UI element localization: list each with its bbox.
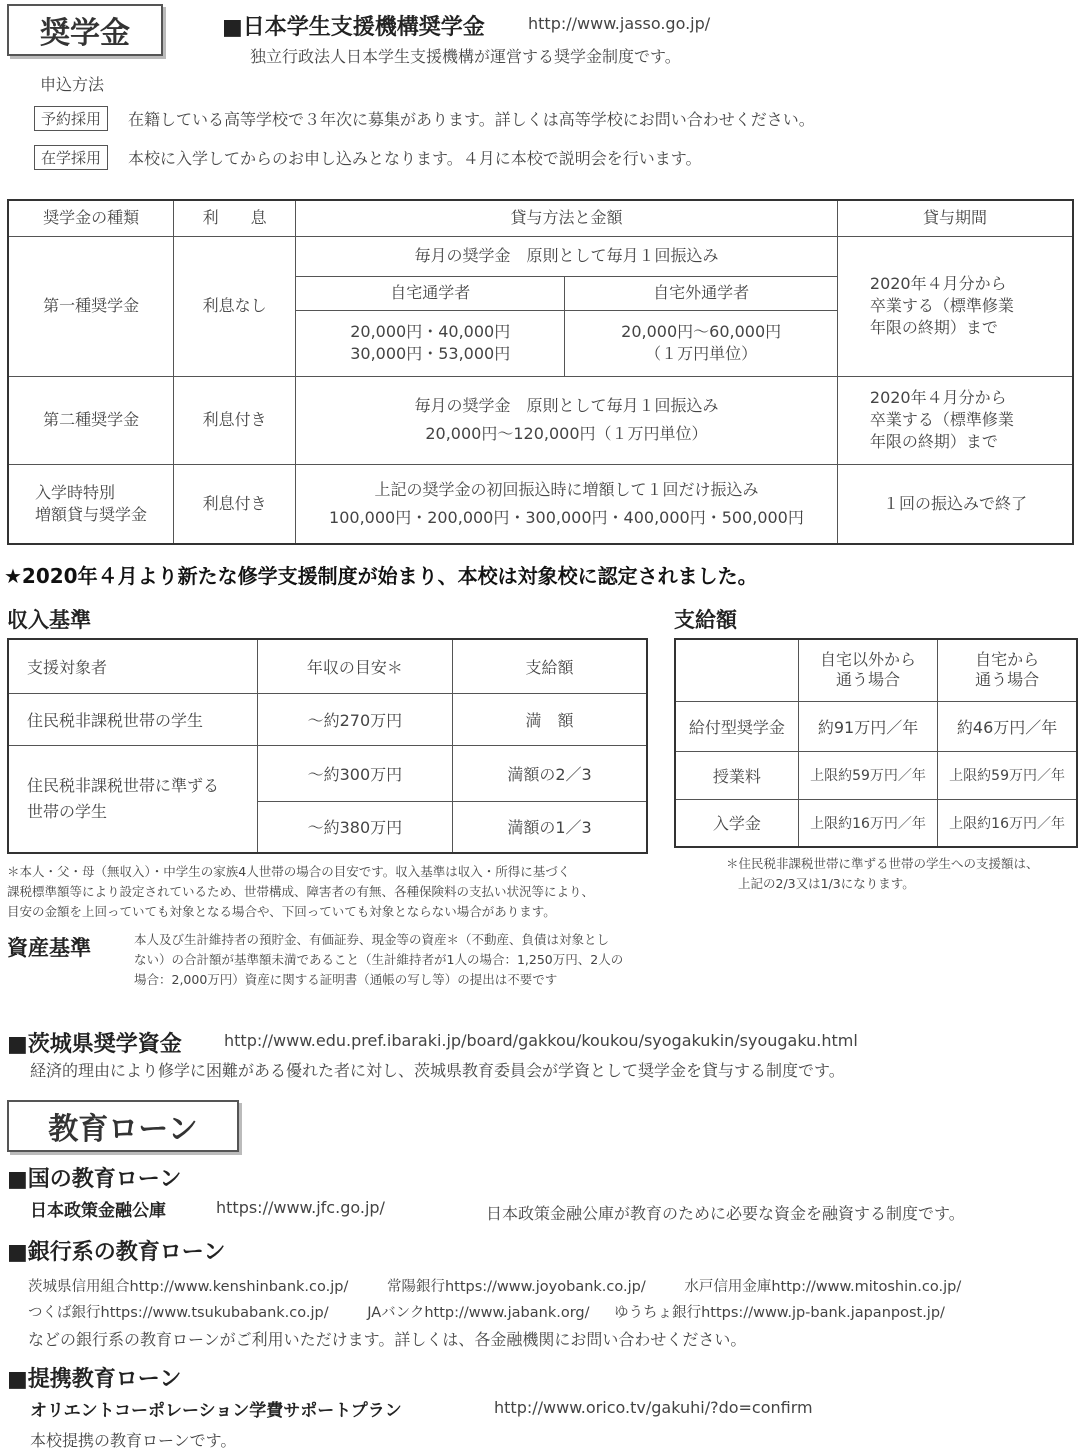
row1-interest: 利息なし [174,236,296,376]
jasso-url-link[interactable]: http://www.jasso.go.jp/ [528,14,711,33]
amount-line: 20,000円・40,000円 [350,322,511,341]
type-line: 増額貸与奨学金 [35,504,148,524]
partner-loan-heading: ■提携教育ローン [7,1367,182,1392]
header-line: 自宅以外から [820,650,917,670]
row1-period-line: 年限の終期）まで [869,318,998,337]
target-line: 世帯の学生 [27,801,108,821]
national-loan-heading: ■国の教育ローン [7,1167,182,1192]
national-loan-row: 日本政策金融公庫 [30,1201,166,1221]
table-row [8,464,1073,544]
row2-interest: 利息付き [174,376,296,464]
ibaraki-description: 経済的理由により修学に困難がある優れた者に対し、茨城県教育委員会が学資として奨学金を貸与する制度です。 [30,1061,845,1080]
footnote-line: 課税標準額等により設定されているため、世帯構成、障害者の有無、各種保険料の支払い状況等により、 [7,884,595,899]
table-row [675,799,1077,847]
asset-line: 本人及び生計維持者の預貯金、有価証券、現金等の資産＊（不動産、負債は対象とし [134,932,610,947]
method-line: 20,000円～120,000円（１万円単位） [425,424,708,443]
national-loan-description: 日本政策金融公庫が教育のために必要な資金を融資する制度です。 [486,1204,965,1223]
jasso-description: 独立行政法人日本学生支援機構が運営する奨学金制度です。 [250,47,681,66]
row2-period-line: 卒業する（標準修業 [869,410,1014,429]
bank-link[interactable]: 水戸信用金庫http://www.mitoshin.co.jp/ [684,1279,962,1295]
row1-period-line: 2020年４月分から [869,274,1007,293]
payment-row-value: 約46万円／年 [938,701,1077,751]
ibaraki-heading: ■茨城県奨学資金 [7,1032,182,1057]
type-line: 入学時特別 [35,482,116,502]
row2-period-line: 2020年４月分から [869,388,1007,407]
row3-type [8,464,174,544]
income-r2-income-b: ～約380万円 [257,801,452,853]
income-r1-amount: 満 額 [453,693,647,745]
payment-row-value: 約91万円／年 [798,701,937,751]
method-text-enrolled: 本校に入学してからのお申し込みとなります。４月に本校で説明会を行います。 [128,149,702,168]
row3-interest: 利息付き [174,464,296,544]
method-tag-reservation: 予約採用 [34,106,108,131]
bank-list-line2 [28,1301,945,1322]
payment-row-value: 上限約16万円／年 [938,799,1077,847]
header-line: 通う場合 [975,670,1040,690]
table-header-row [8,639,647,693]
header-interest: 利 息 [174,200,296,236]
income-r2-target [8,745,257,853]
target-line: 住民税非課税世帯に準ずる [27,775,220,795]
scholarship-table [7,199,1074,545]
asset-criteria-text [134,930,623,990]
payment-header-away [798,639,937,701]
partner-loan-url-link[interactable]: http://www.orico.tv/gakuhi/?do=confirm [494,1398,813,1417]
payment-row-value: 上限約59万円／年 [798,751,937,799]
row1-period [837,236,1073,376]
asset-line: 場合：2,000万円）資産に関する証明書（通帳の写し等）の提出は不要です [134,972,558,987]
row2-period [837,376,1073,464]
header-type: 奨学金の種類 [8,200,174,236]
asset-criteria-title: 資産基準 [7,936,91,960]
income-header-target: 支援対象者 [8,639,257,693]
income-header-amount: 支給額 [453,639,647,693]
row1-type: 第一種奨学金 [8,236,174,376]
jasso-heading: ■日本学生支援機構奨学金 [222,15,485,40]
bank-link[interactable]: 常陽銀行https://www.joyobank.co.jp/ [386,1279,646,1295]
amount-line: （１万円単位） [645,344,758,363]
section-title-scholarship: 奨学金 [7,4,163,56]
income-r2-amount-b: 満額の1／3 [453,801,647,853]
footnote-line: ＊住民税非課税世帯に準ずる世帯の学生への支援額は、 [726,856,1039,871]
row1-period-line: 卒業する（標準修業 [869,296,1014,315]
apply-method-label: 申込方法 [40,75,105,94]
table-row [8,376,1073,464]
method-line: 100,000円・200,000円・300,000円・400,000円・500,000円 [329,507,804,527]
table-row [8,693,647,745]
income-table [7,638,648,854]
asset-line: ない）の合計額が基準額未満であること（生計維持者が1人の場合：1,250万円、2人の [134,952,624,967]
partner-loan-description: 本校提携の教育ローンです。 [30,1431,237,1450]
payment-row-label: 給付型奨学金 [675,701,798,751]
payment-footnote [726,854,1039,894]
national-loan-url-link[interactable]: https://www.jfc.go.jp/ [216,1198,385,1217]
payment-row-value: 上限約16万円／年 [798,799,937,847]
table-header-row [8,200,1073,236]
payment-row-label: 入学金 [675,799,798,847]
bank-list-line1 [28,1275,961,1296]
bank-link[interactable]: つくば銀行https://www.tsukubabank.co.jp/ [28,1305,329,1321]
income-criteria-title: 収入基準 [7,608,91,632]
header-period: 貸与期間 [837,200,1073,236]
income-r1-target: 住民税非課税世帯の学生 [8,693,257,745]
bank-loan-description: などの銀行系の教育ローンがご利用いただけます。詳しくは、各金融機関にお問い合わせください。 [28,1330,747,1349]
method-text-reservation: 在籍している高等学校で３年次に募集があります。詳しくは高等学校にお問い合わせください。 [128,110,815,129]
footnote-line: ＊本人・父・母（無収入）・中学生の家族4人世帯の場合の目安です。収入基準は収入・所得に基づく [7,864,571,879]
row3-method [296,464,838,544]
method-row-enrolled [34,145,701,170]
amount-line: 20,000円～60,000円 [621,322,782,341]
row1-away-amount [565,310,837,376]
row1-home-amount [296,310,565,376]
income-r1-income: ～約270万円 [257,693,452,745]
payment-row-value: 上限約59万円／年 [938,751,1077,799]
table-row [8,745,647,801]
support-notice: ★2020年４月より新たな修学支援制度が始まり、本校は対象校に認定されました。 [4,564,758,588]
income-r2-income-a: ～約300万円 [257,745,452,801]
ibaraki-url-link[interactable]: http://www.edu.pref.ibaraki.jp/board/gakkou/koukou/syogakukin/syougaku.html [224,1031,858,1050]
row2-period-line: 年限の終期）まで [869,432,998,451]
payment-header-empty [675,639,798,701]
header-line: 通う場合 [836,670,901,690]
payment-header-home [938,639,1077,701]
income-header-income: 年収の目安＊ [257,639,452,693]
method-line: 上記の奨学金の初回振込時に増額して１回だけ振込み [374,479,759,499]
bank-loan-heading: ■銀行系の教育ローン [7,1240,226,1265]
table-row [675,751,1077,799]
row2-method [296,376,838,464]
bank-link[interactable]: ゆうちょ銀行https://www.jp-bank.japanpost.jp/ [614,1305,945,1321]
bank-link[interactable]: JAバンクhttp://www.jabank.org/ [367,1305,590,1321]
table-row [675,701,1077,751]
table-header-row [675,639,1077,701]
method-line: 毎月の奨学金 原則として毎月１回振込み [414,396,719,415]
payment-table [674,638,1078,848]
section-title-loan: 教育ローン [7,1100,239,1152]
amount-line: 30,000円・53,000円 [350,344,511,363]
income-r2-amount-a: 満額の2／3 [453,745,647,801]
footnote-line: 目安の金額を上回っていても対象となる場合や、下回っていても対象とならない場合があります。 [7,904,556,919]
method-row-reservation [34,106,815,131]
row3-period: １回の振込みで終了 [837,464,1073,544]
header-method: 貸与方法と金額 [296,200,838,236]
payment-row-label: 授業料 [675,751,798,799]
payment-amount-title: 支給額 [674,608,737,632]
footnote-line: 上記の2/3又は1/3になります。 [738,876,915,891]
method-tag-enrolled: 在学採用 [34,145,108,170]
income-footnote [7,862,594,922]
row1-method: 毎月の奨学金 原則として毎月１回振込み [296,236,838,276]
bank-link[interactable]: 茨城県信用組合http://www.kenshinbank.co.jp/ [28,1279,349,1295]
row1-home-label: 自宅通学者 [296,276,565,310]
partner-loan-name: オリエントコーポレーション学費サポートプラン [30,1401,402,1421]
row2-type: 第二種奨学金 [8,376,174,464]
header-line: 自宅から [975,650,1040,670]
row1-away-label: 自宅外通学者 [565,276,837,310]
table-row [8,236,1073,276]
